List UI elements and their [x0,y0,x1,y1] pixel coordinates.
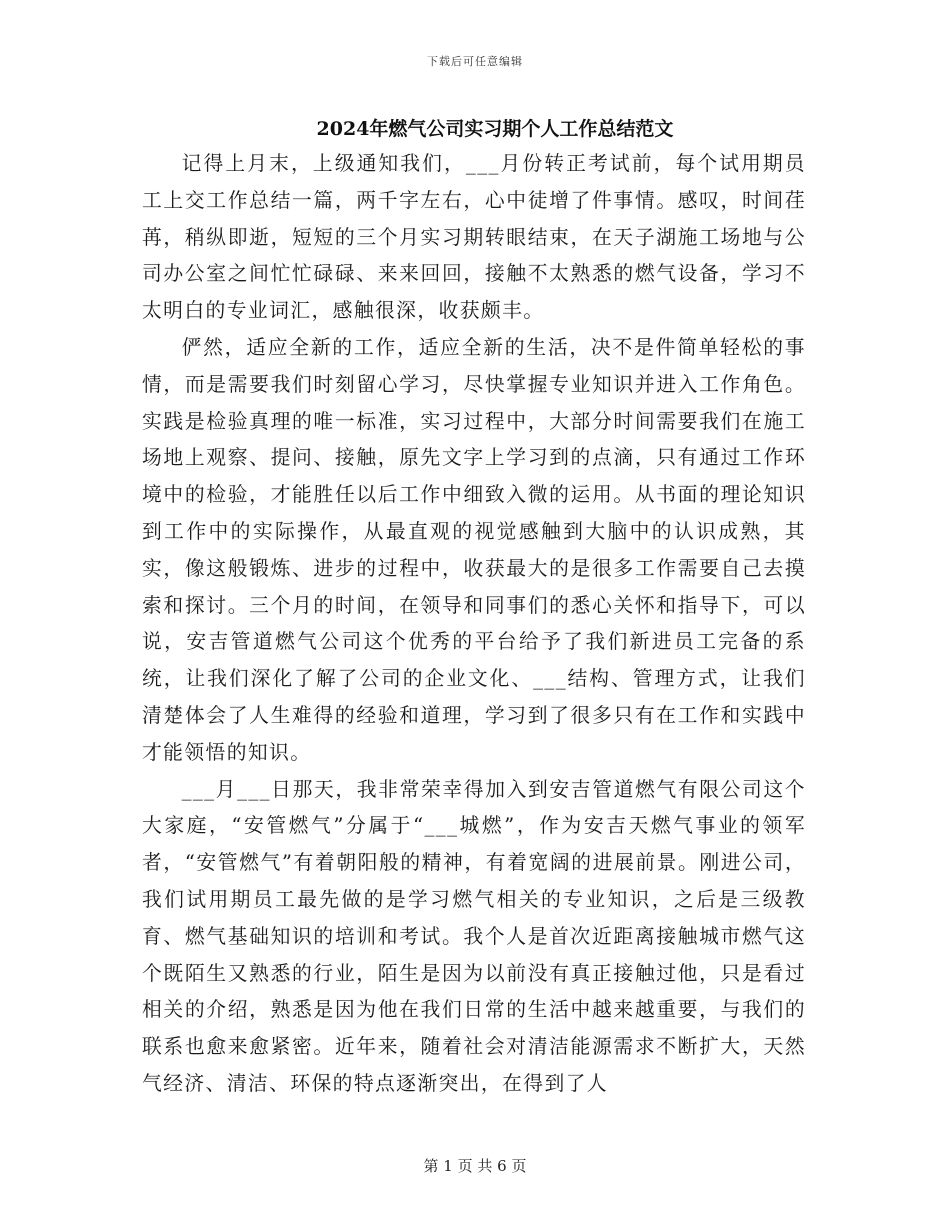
paragraph-1: 记得上月末，上级通知我们，___月份转正考试前，每个试用期员工上交工作总结一篇，两千字左右，心中徒增了件事情。感叹，时间荏苒，稍纵即逝，短短的三个月实习期转眼结束，在天子湖施工场地与公司办公室之间忙忙碌碌、来来回回，接触不太熟悉的燃气设备，学习不太明白的专业词汇，感触很深，收获颇丰。 [142,152,806,323]
document-body [142,146,806,1103]
paragraph-3: ___月___日那天，我非常荣幸得加入到安吉管道燃气有限公司这个大家庭，“安管燃气”分属于“___城燃”，作为安吉天燃气事业的领军者，“安管燃气”有着朝阳般的精神，有着宽阔的进展前景。刚进公司，我们试用期员工最先做的是学习燃气相关的专业知识，之后是三级教育、燃气基础知识的培训和考试。我个人是首次近距离接触城市燃气这个既陌生又熟悉的行业，陌生是因为以前没有真正接触过他，只是看过相关的介绍，熟悉是因为他在我们日常的生活中越来越重要，与我们的联系也愈来愈紧密。近年来，随着社会对清洁能源需求不断扩大，天然气经济、清洁、环保的特点逐渐突出，在得到了人 [142,777,806,1095]
header-note: 下载后可任意编辑 [427,55,523,68]
paragraph-2: 俨然，适应全新的工作，适应全新的生活，决不是件简单轻松的事情，而是需要我们时刻留心学习，尽快掌握专业知识并进入工作角色。实践是检验真理的唯一标准，实习过程中，大部分时间需要我们在施工场地上观察、提问、接触，原先文字上学习到的点滴，只有通过工作环境中的检验，才能胜任以后工作中细致入微的运用。从书面的理论知识到工作中的实际操作，从最直观的视觉感触到大脑中的认识成熟，其实，像这般锻炼、进步的过程中，收获最大的是很多工作需要自己去摸索和探讨。三个月的时间，在领导和同事们的悉心关怀和指导下，可以说，安吉管道燃气公司这个优秀的平台给予了我们新进员工完备的系统，让我们深化了解了公司的企业文化、___结构、管理方式，让我们清楚体会了人生难得的经验和道理，学习到了很多只有在工作和实践中才能领悟的知识。 [142,335,806,764]
page-indicator: 第 1 页 共 6 页 [423,1157,527,1175]
document-title: 2024年燃气公司实习期个人工作总结范文 [316,118,674,140]
